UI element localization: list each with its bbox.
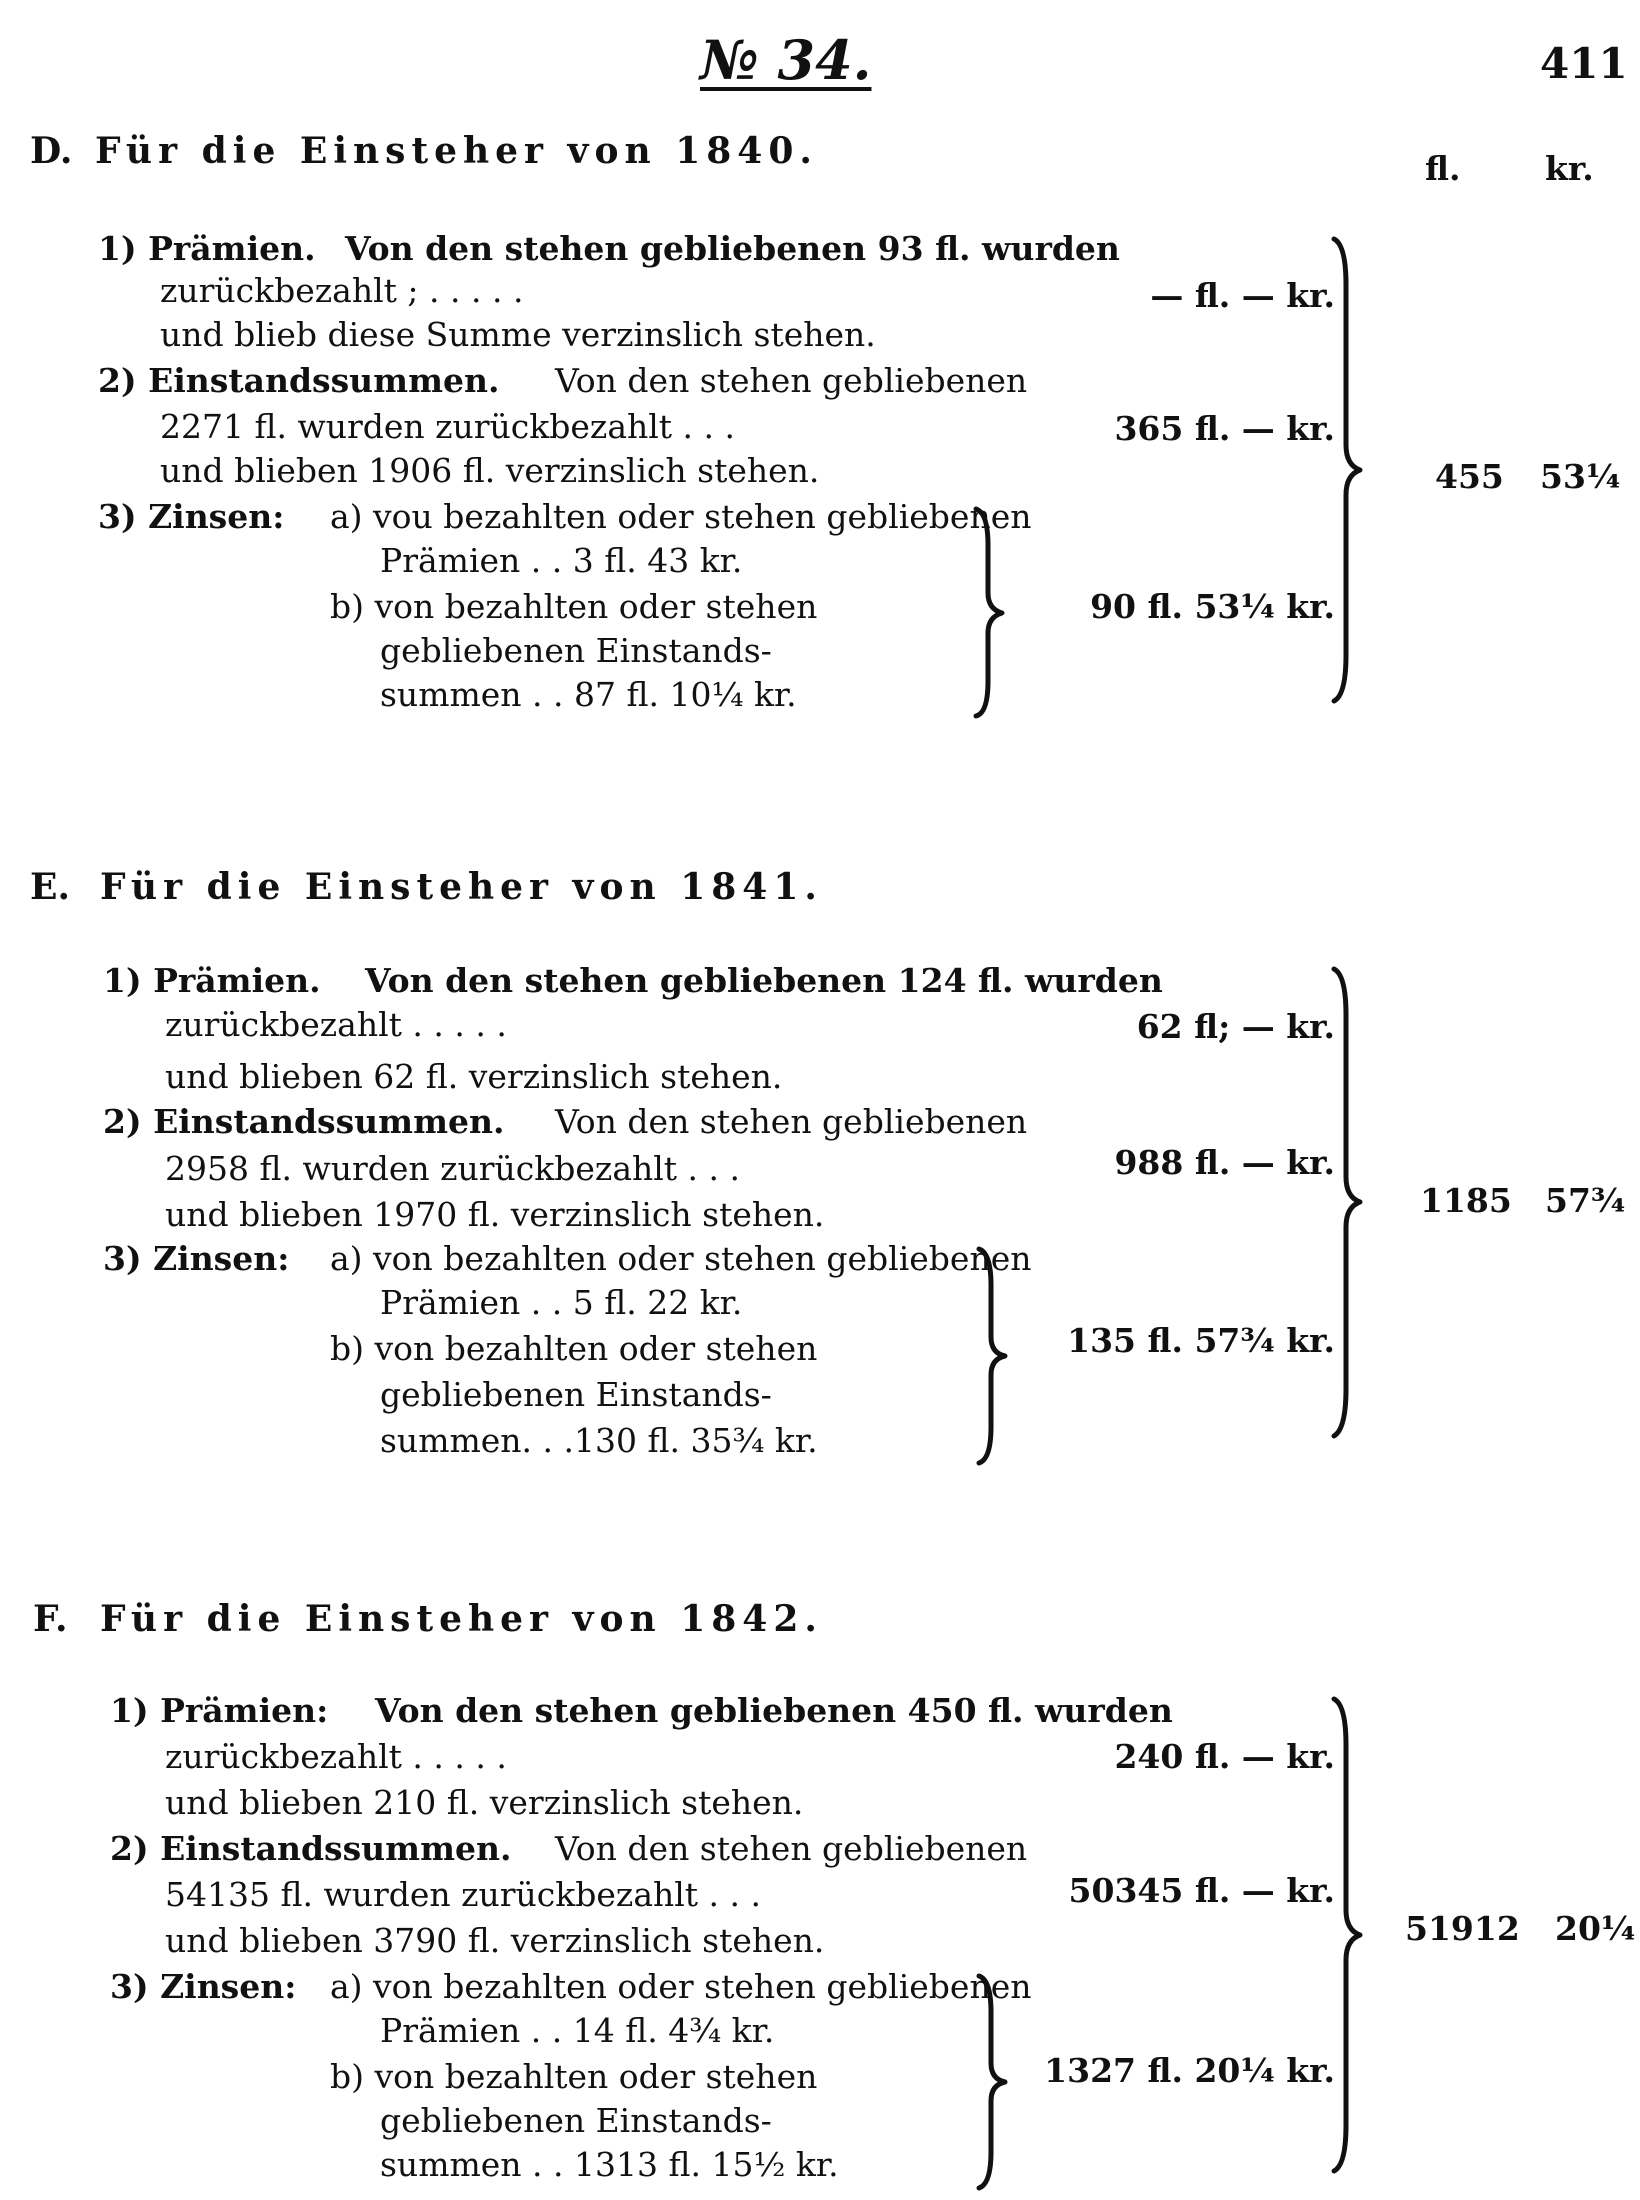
zinsen-b-line3: summen. . .130 fl. 35¾ kr.	[380, 1421, 818, 1460]
zinsen-b-line1: b) von bezahlten oder stehen	[330, 1329, 818, 1368]
column-header-fl: fl.	[1425, 149, 1461, 188]
total-fl: 51912	[1405, 1909, 1520, 1948]
zinsen-brace	[975, 1972, 1015, 2192]
zinsen-amount: 1327 fl. 20¼ kr.	[1044, 2051, 1335, 2090]
zinsen-label: 3) Zinsen:	[103, 1239, 290, 1278]
praemien-line3: und blieben 210 fl. verzinslich stehen.	[165, 1783, 804, 1822]
zinsen-a-line2: Prämien . . 5 fl. 22 kr.	[380, 1283, 743, 1322]
zinsen-brace	[972, 505, 1012, 720]
total-brace	[1330, 235, 1370, 705]
praemien-line2: zurückbezahlt . . . . .	[165, 1005, 507, 1044]
section-title: Für die Einsteher von 1842.	[100, 1598, 823, 1640]
zinsen-a-line1: a) von bezahlten oder stehen gebliebenen	[330, 1967, 1032, 2006]
zinsen-label: 3) Zinsen:	[110, 1967, 297, 2006]
praemien-label: 1) Prämien:	[110, 1691, 329, 1730]
einstand-line3: und blieben 1970 fl. verzinslich stehen.	[165, 1195, 825, 1234]
praemien-label: 1) Prämien.	[98, 229, 316, 268]
total-kr: 57¾	[1545, 1181, 1626, 1220]
praemien-line3: und blieb diese Summe verzinslich stehen.	[160, 315, 876, 354]
einstand-label: 2) Einstandssummen.	[110, 1829, 512, 1868]
zinsen-b-line1: b) von bezahlten oder stehen	[330, 2057, 818, 2096]
zinsen-brace	[975, 1245, 1015, 1467]
total-fl: 1185	[1420, 1181, 1512, 1220]
einstand-label: 2) Einstandssummen.	[103, 1102, 505, 1141]
total-brace	[1330, 965, 1370, 1440]
einstand-line2: 2958 fl. wurden zurückbezahlt . . .	[165, 1149, 741, 1188]
zinsen-amount: 90 fl. 53¼ kr.	[1090, 587, 1335, 626]
zinsen-a-line2: Prämien . . 3 fl. 43 kr.	[380, 541, 743, 580]
total-brace	[1330, 1695, 1370, 2175]
zinsen-b-line1: b) von bezahlten oder stehen	[330, 587, 818, 626]
section-letter: E.	[30, 866, 70, 908]
total-kr: 20¼	[1555, 1909, 1636, 1948]
column-header-kr: kr.	[1545, 149, 1594, 188]
einstand-line3: und blieben 3790 fl. verzinslich stehen.	[165, 1921, 825, 1960]
praemien-amount: — fl. — kr.	[1150, 276, 1335, 315]
einstand-amount: 988 fl. — kr.	[1114, 1143, 1335, 1182]
page-number: 411	[1540, 39, 1628, 88]
einstand-text: Von den stehen gebliebenen	[555, 1829, 1028, 1868]
zinsen-b-line3: summen . . 87 fl. 10¼ kr.	[380, 675, 797, 714]
einstand-line3: und blieben 1906 fl. verzinslich stehen.	[160, 451, 820, 490]
einstand-label: 2) Einstandssummen.	[98, 361, 500, 400]
zinsen-amount: 135 fl. 57¾ kr.	[1067, 1321, 1335, 1360]
zinsen-label: 3) Zinsen:	[98, 497, 285, 536]
praemien-text: Von den stehen gebliebenen 93 fl. wurden	[345, 229, 1120, 268]
einstand-amount: 50345 fl. — kr.	[1068, 1871, 1335, 1910]
section-title: Für die Einsteher von 1841.	[100, 866, 823, 908]
section-title: Für die Einsteher von 1840.	[95, 130, 818, 172]
total-kr: 53¼	[1540, 457, 1621, 496]
einstand-text: Von den stehen gebliebenen	[555, 1102, 1028, 1141]
praemien-line3: und blieben 62 fl. verzinslich stehen.	[165, 1057, 783, 1096]
einstand-line2: 2271 fl. wurden zurückbezahlt . . .	[160, 407, 736, 446]
einstand-line2: 54135 fl. wurden zurückbezahlt . . .	[165, 1875, 761, 1914]
zinsen-a-line2: Prämien . . 14 fl. 4¾ kr.	[380, 2011, 775, 2050]
praemien-text: Von den stehen gebliebenen 124 fl. wurden	[365, 961, 1163, 1000]
zinsen-a-line1: a) von bezahlten oder stehen gebliebenen	[330, 1239, 1032, 1278]
einstand-text: Von den stehen gebliebenen	[555, 361, 1028, 400]
section-letter: F.	[33, 1598, 68, 1640]
praemien-line2: zurückbezahlt . . . . .	[165, 1737, 507, 1776]
zinsen-b-line3: summen . . 1313 fl. 15½ kr.	[380, 2145, 839, 2184]
praemien-amount: 240 fl. — kr.	[1114, 1737, 1335, 1776]
zinsen-a-line1: a) vou bezahlten oder stehen gebliebenen	[330, 497, 1032, 536]
praemien-amount: 62 fl; — kr.	[1136, 1007, 1335, 1046]
zinsen-b-line2: gebliebenen Einstands-	[380, 2101, 772, 2140]
praemien-text: Von den stehen gebliebenen 450 fl. wurden	[375, 1691, 1173, 1730]
praemien-label: 1) Prämien.	[103, 961, 321, 1000]
zinsen-b-line2: gebliebenen Einstands-	[380, 1375, 772, 1414]
issue-number: № 34.	[700, 28, 872, 92]
einstand-amount: 365 fl. — kr.	[1114, 409, 1335, 448]
section-letter: D.	[30, 130, 73, 172]
total-fl: 455	[1435, 457, 1504, 496]
praemien-line2: zurückbezahlt ; . . . . .	[160, 271, 524, 310]
zinsen-b-line2: gebliebenen Einstands-	[380, 631, 772, 670]
